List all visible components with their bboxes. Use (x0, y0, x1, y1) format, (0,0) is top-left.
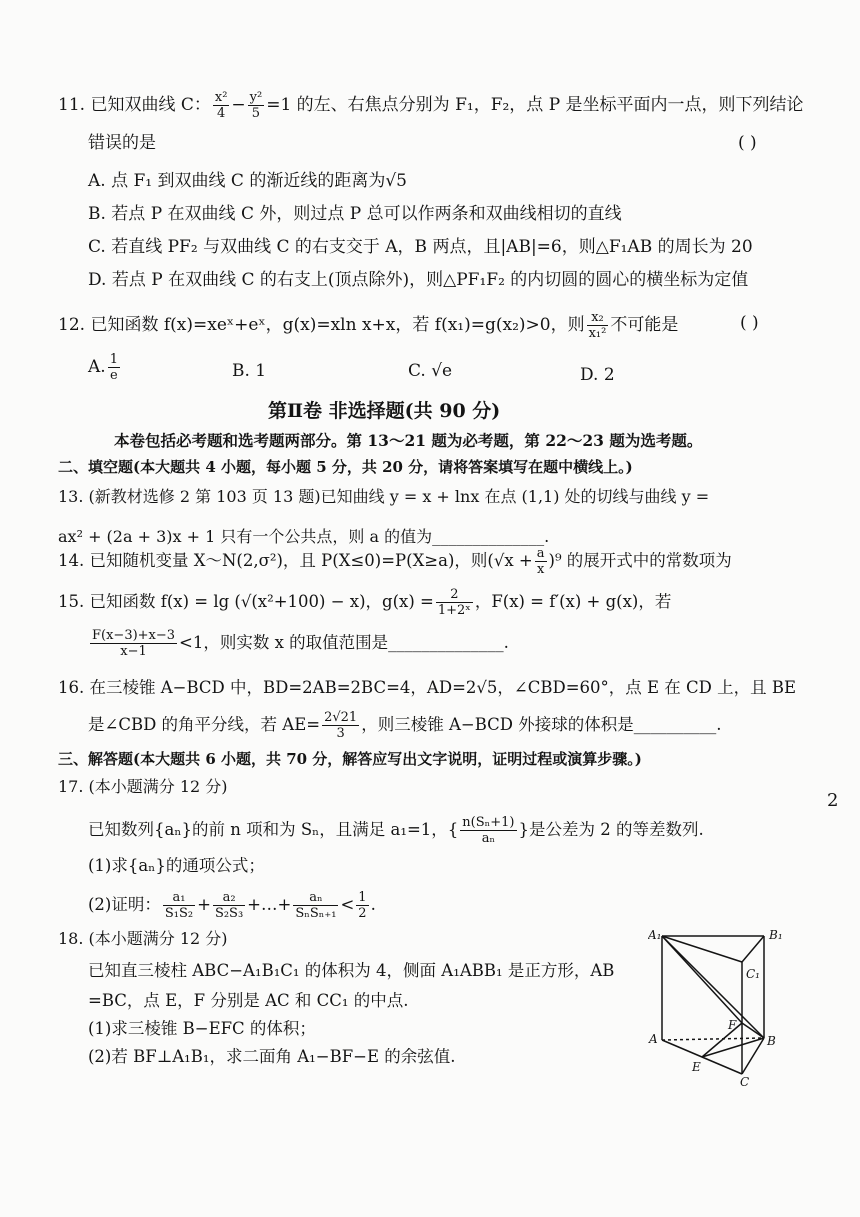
section2-title: 第Ⅱ卷 非选择题(共 90 分) (268, 400, 501, 422)
q17-stem: 已知数列{aₙ}的前 n 项和为 Sₙ，且满足 a₁=1，{ $\frac{\text{n(Sₙ+1)}}{\text{aₙ}}$ }是公差为 2 的等差数列. (88, 815, 704, 846)
q12-line1: 12. 已知函数 f(x)=xeˣ+eˣ，g(x)=xln x+x，若 f(x₁)=g(x₂)>0，则 $\frac{\text{x₂}}{\text{x₁²}}$ 不可能是 (58, 310, 679, 341)
q11-line1: 11. 已知双曲线 C： $\frac{\text{x²}}{4}$ − $\frac{\text{y²}}{5}$ =1 的左、右焦点分别为 F₁，F₂，点 P 是坐标平面内一点，则下列结论 (58, 90, 804, 121)
part2-heading: 二、填空题(本大题共 4 小题，每小题 5 分，共 20 分，请将答案填写在题中横线上。) (58, 458, 633, 476)
q14-line: 14. 已知随机变量 X～N(2,σ²)，且 P(X≤0)=P(X≥a)，则(√x + $\frac{a}{x}$ )⁹ 的展开式中的常数项为 (58, 546, 732, 577)
q16-line1: 16. 在三棱锥 A−BCD 中，BD=2AB=2BC=4，AD=2√5，∠CBD=60°，点 E 在 CD 上，且 BE (58, 678, 797, 697)
q11-frac-y: $\frac{\text{y²}}{5}$ (249, 90, 263, 121)
q11-option-b: B. 若点 P 在双曲线 C 外，则过点 P 总可以作两条和双曲线相切的直线 (88, 204, 622, 224)
label-F: F (728, 1018, 737, 1032)
q17-frac: $\frac{\text{n(Sₙ+1)}}{\text{aₙ}}$ (462, 815, 515, 846)
q18-part2: (2)若 BF⊥A₁B₁，求二面角 A₁−BF−E 的余弦值. (88, 1047, 456, 1066)
q11-stem: 11. 已知双曲线 C： (58, 95, 211, 115)
q16-frac: $\frac{2√21}{3}$ (324, 710, 358, 741)
q12-answer-paren: ( ) (740, 313, 759, 333)
q15-frac: $\frac{2}{\text{1+2ˣ}}$ (437, 587, 471, 618)
q12-option-a: A. $\frac{1}{e}$ (88, 352, 118, 383)
label-E: E (692, 1060, 701, 1074)
part3-heading: 三、解答题(本大题共 6 小题，共 70 分，解答应写出文字说明，证明过程或演算步骤。) (58, 750, 642, 768)
q18-line1: 已知直三棱柱 ABC−A₁B₁C₁ 的体积为 4，侧面 A₁ABB₁ 是正方形，AB (88, 961, 615, 980)
q18-part1: (1)求三棱锥 B−EFC 的体积； (88, 1019, 316, 1038)
q15-line1: 15. 已知函数 f(x) = lg (√(x²+100) − x)，g(x) = $\frac{2}{\text{1+2ˣ}}$ ，F(x) = f′(x) + g(x)，若 (58, 587, 672, 618)
label-B1: B₁ (769, 928, 783, 942)
q17-part1: (1)求{aₙ}的通项公式； (88, 856, 265, 875)
q17-part2: (2)证明： $\frac{\text{a₁}}{\text{S₁S₂}}$ + $\frac{\text{a₂}}{\text{S₂S₃}}$ +…+ $\frac{\text{aₙ}}{\text{SₙSₙ₊₁}}$ < $\frac{1}{2}$ . (88, 890, 376, 921)
q11-option-d: D. 若点 P 在双曲线 C 的右支上(顶点除外)，则△PF₁F₂ 的内切圆的圆心的横坐标为定值 (88, 270, 749, 290)
prism-figure (648, 928, 798, 1088)
q12-option-d: D. 2 (580, 365, 615, 385)
label-A1: A₁ (648, 928, 662, 942)
q11-option-a: A. 点 F₁ 到双曲线 C 的渐近线的距离为√5 (88, 171, 407, 191)
page-number: 2 (827, 790, 839, 811)
q11-frac-x: $\frac{\text{x²}}{4}$ (214, 90, 228, 121)
q12-frac: $\frac{\text{x₂}}{\text{x₁²}}$ (588, 310, 607, 341)
q13-line1: 13. (新教材选修 2 第 103 页 13 题)已知曲线 y = x + lnx 在点 (1,1) 处的切线与曲线 y = (58, 487, 710, 506)
q12-option-c: C. √e (408, 361, 453, 381)
q11-option-c: C. 若直线 PF₂ 与双曲线 C 的右支交于 A，B 两点，且|AB|=6，则△F₁AB 的周长为 20 (88, 237, 753, 257)
q11-answer-paren: ( ) (738, 133, 757, 153)
q16-line2: 是∠CBD 的角平分线，若 AE= $\frac{2√21}{3}$ ，则三棱锥 A−BCD 外接球的体积是__________. (88, 710, 722, 741)
q14-frac: $\frac{a}{x}$ (536, 546, 545, 577)
section2-note: 本卷包括必考题和选考题两部分。第 13～21 题为必考题，第 22～23 题为选考题。 (114, 431, 703, 450)
label-A: A (649, 1032, 658, 1046)
q18-line2: =BC，点 E，F 分别是 AC 和 CC₁ 的中点. (88, 991, 409, 1010)
q13-line2: ax² + (2a + 3)x + 1 只有一个公共点，则 a 的值为______________. (58, 527, 550, 546)
q15-ineq-frac: $\frac{F(x-3)+x-3}{x-1}$ (92, 628, 176, 659)
q15-line2: $\frac{F(x-3)+x-3}{x-1}$ <1，则实数 x 的取值范围是______________. (92, 628, 509, 659)
label-B: B (767, 1034, 776, 1048)
label-C1: C₁ (746, 967, 760, 981)
q17-title: 17. (本小题满分 12 分) (58, 777, 228, 796)
label-C: C (740, 1075, 750, 1088)
q18-title: 18. (本小题满分 12 分) (58, 929, 228, 948)
q11-line2: 错误的是 (88, 133, 156, 153)
q12-option-b: B. 1 (232, 361, 267, 381)
